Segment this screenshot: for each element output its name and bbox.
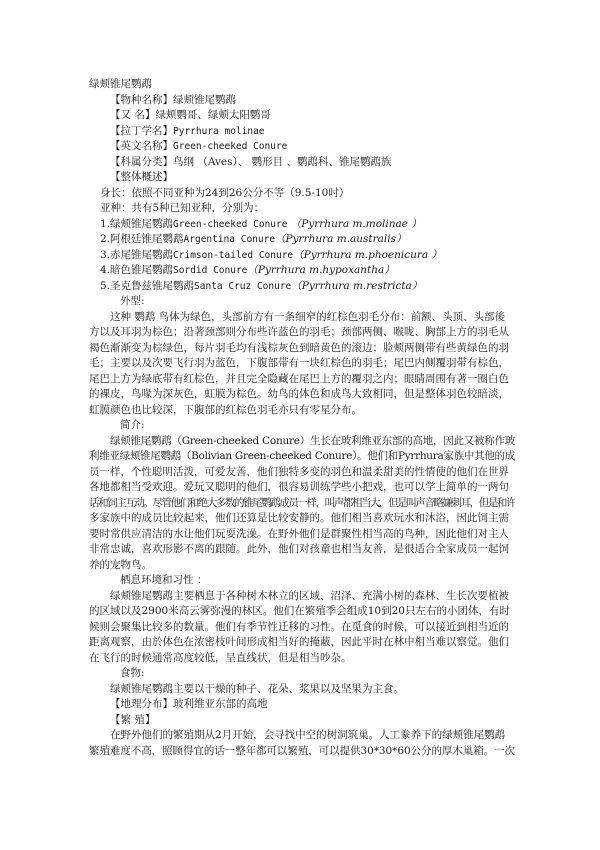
intro-line: 养的宠物鸟。 bbox=[89, 558, 152, 571]
subspecies-sci: （Pyrrhura m.hypoxantha） bbox=[247, 264, 395, 276]
habitat-line: 距离观察，由於体色在浓密枝叶间形成相当好的掩蔽，因此平时在林中相当难以察觉。他们 bbox=[89, 636, 509, 648]
field-value: 绿颊鹦哥、绿颊太阳鹦哥 bbox=[155, 109, 271, 121]
appearance-line: 的裸皮，鸟喙为深灰色，虹膜为棕色。幼鸟的体色和成鸟大致相同，但是整体羽色较暗淡， bbox=[89, 388, 509, 400]
field-label: 【拉丁学名】 bbox=[110, 124, 173, 137]
breeding-line: 繁殖难度不高，照顾得宜的话一整年都可以繁殖，可以提供30*30*60公分的厚木巢箱。一次 bbox=[89, 744, 515, 757]
intro-line: 利维亚绿颊锥尾鹦鹉（Bolivian Green-cheeked Conure）。他们和Pyrrhura家族中其他的成 bbox=[89, 450, 515, 462]
intro-line: 要时常供应清洁的水让他们玩耍洗澡。在野外他们是群聚性相当高的鸟种，因此他们对主人 bbox=[89, 527, 509, 540]
subspecies-en: Crimson-tailed Conure bbox=[173, 249, 294, 261]
appearance-line: 虹膜颜色也比较深，下腹部的红棕色羽毛亦只有零星分布。 bbox=[89, 403, 362, 416]
field-label: 【整体概述】 bbox=[110, 171, 173, 183]
appearance-line: 这种 鹦鹉 鸟体为绿色，头部前方有一条细窄的红棕色羽毛分布：前额、头顶、头部後 bbox=[110, 310, 506, 323]
subspecies-en: Argentina Conure bbox=[183, 234, 276, 245]
subspecies-number: 1. bbox=[100, 217, 111, 230]
habitat-heading: 栖息环境和习性 ： bbox=[120, 574, 208, 586]
field-label: 【物种名称】 bbox=[110, 93, 173, 106]
field-english-name bbox=[89, 139, 515, 155]
intro-line: 员一样，个性聪明活泼，可爱友善，他们独特多变的羽色和温柔甜美的性情使的他们在世界 bbox=[89, 465, 509, 478]
subspecies-en: Green-cheeked Conure bbox=[173, 218, 288, 230]
subspecies-sci: （Pyrrhura m.restricta） bbox=[291, 279, 423, 292]
field-breeding bbox=[89, 713, 515, 729]
subspecies-item bbox=[89, 217, 515, 233]
field-overview bbox=[89, 170, 515, 186]
subspecies-en: Sordid Conure bbox=[173, 265, 248, 276]
field-value: Green-cheeked Conure bbox=[173, 141, 288, 152]
appearance-line: 尾巴上方为绿底带有红棕色，并且完全隐藏在尾巴上方的覆羽之内；眼睛周围有著一圈白色 bbox=[89, 372, 509, 385]
subspecies-cn: 暗色锥尾鹦鹉 bbox=[110, 264, 174, 276]
field-value: 玻利维亚东部的高地 bbox=[173, 698, 268, 710]
intro-line: 绿颊锥尾鹦鹉（Green-cheeked Conure）生长在玻利维亚东部的高地，因此又被称作玻 bbox=[110, 434, 515, 447]
field-species-name bbox=[89, 93, 515, 109]
subspecies-item bbox=[89, 248, 515, 264]
subspecies-number: 5. bbox=[100, 279, 111, 292]
article-body bbox=[89, 77, 515, 759]
subspecies-number: 2. bbox=[100, 233, 111, 245]
food-heading: 食物: bbox=[120, 667, 145, 679]
subspecies-en: Santa Cruz Conure bbox=[194, 280, 292, 292]
field-value: 鸟纲 （Aves）、 鹦形目 、鹦鹉科、锥尾鹦鹉族 bbox=[173, 155, 392, 168]
subspecies-cn: 圣克鲁兹锥尾鹦鹉 bbox=[110, 279, 195, 292]
subspecies-sci: （Pyrrhura m.molinae ） bbox=[290, 217, 422, 230]
intro-heading: 简介: bbox=[120, 419, 145, 431]
field-label: 【地理分布】 bbox=[110, 698, 173, 710]
intro-line: 话和饲主互动。尽管他们和绝大多数的锥尾鹦鹉成员一样，叫声都相当大，但是叫声音略嫌刺耳，但是和许 bbox=[89, 496, 515, 509]
field-value: 绿颊锥尾鹦鹉 bbox=[173, 93, 236, 106]
subspecies-number: 3. bbox=[100, 248, 111, 261]
field-latin-name bbox=[89, 124, 515, 140]
subspecies-cn: 阿根廷锥尾鹦鹉 bbox=[110, 233, 184, 245]
field-label: 【繁 殖】 bbox=[110, 713, 156, 726]
field-value: Pyrrhura molinae bbox=[173, 125, 265, 137]
field-classification bbox=[89, 155, 515, 171]
food-line: 绿颊锥尾鹦鹉主要以干燥的种子、花朵、浆果以及坚果为主食。 bbox=[110, 682, 404, 695]
field-label: 【又 名】 bbox=[110, 109, 156, 121]
appearance-line: 褐色渐渐变为棕绿色，每片羽毛均有浅棕灰色到暗黄色的滚边；脸颊两侧带有些黄绿色的羽 bbox=[89, 341, 509, 354]
appearance-heading: 外型: bbox=[120, 295, 145, 307]
subspecies-item bbox=[89, 279, 515, 295]
habitat-line: 的区域以及2900米高云雾弥漫的林区。他们在繁殖季会组成10到20只左右的小团体，有时 bbox=[89, 605, 510, 617]
field-label: 【科属分类】 bbox=[110, 155, 173, 168]
field-label: 【英文名称】 bbox=[110, 140, 173, 152]
intro-line: 各地都相当受欢迎。爱玩又聪明的他们，很容易训练学些小把戏，也可以学上简单的一两句 bbox=[89, 481, 509, 493]
field-alias bbox=[89, 108, 515, 124]
subspecies-cn: 赤尾锥尾鹦鹉 bbox=[110, 248, 174, 261]
habitat-line: 在飞行的时候通常高度较低，呈直线状，但是相当吵杂。 bbox=[89, 651, 352, 664]
habitat-line: 绿颊锥尾鹦鹉主要栖息于各种树木林立的区域、沼泽、充满小树的森林、生长次要植被 bbox=[110, 589, 509, 602]
field-distribution bbox=[89, 697, 515, 713]
subspecies-item bbox=[89, 263, 515, 279]
intro-line: 非常忠诚，喜欢形影不离的跟随。此外，他们对孩童也相当友善，是很适合全家成员一起饲 bbox=[89, 543, 509, 555]
appearance-line: 方以及耳羽为棕色；沿著颈部则分布些许蓝色的羽毛；颈部两侧、喉咙、胸部上方的羽毛从 bbox=[89, 326, 509, 338]
subspecies-sci: （Pyrrhura m.phoenicura ） bbox=[293, 248, 443, 261]
appearance-line: 毛；主要以及次要飞行羽为蓝色，下腹部带有一块红棕色的羽毛；尾巴内侧覆羽带有棕色， bbox=[89, 357, 509, 369]
habitat-line: 候则会聚集比较多的数量。他们有季节性迁移的习性。在觅食的时候，可以接近到相当近的 bbox=[89, 620, 509, 633]
article-title: 绿颊锥尾鹦鹉 bbox=[89, 78, 152, 90]
subspecies-cn: 绿颊锥尾鹦鹉 bbox=[110, 217, 174, 230]
subspecies-item bbox=[89, 232, 515, 248]
intro-line: 多家族中的成员比较起来，他们还算是比较安静的。他们相当喜欢玩水和沐浴，因此饲主需 bbox=[89, 512, 509, 524]
breeding-line: 在野外他们的繁殖期从2月开始，会寻找中空的树洞筑巢。人工豢养下的绿颊锥尾鹦鹉 bbox=[110, 729, 506, 741]
subspecies-number: 4. bbox=[100, 264, 111, 276]
body-size: 身长：依照不同亚种为24到26公分不等（9.5-10吋） bbox=[100, 186, 350, 199]
subspecies-sci: （Pyrrhura m.australis） bbox=[275, 233, 407, 245]
subspecies-intro: 亚种：共有5种已知亚种，分别为： bbox=[100, 202, 265, 214]
